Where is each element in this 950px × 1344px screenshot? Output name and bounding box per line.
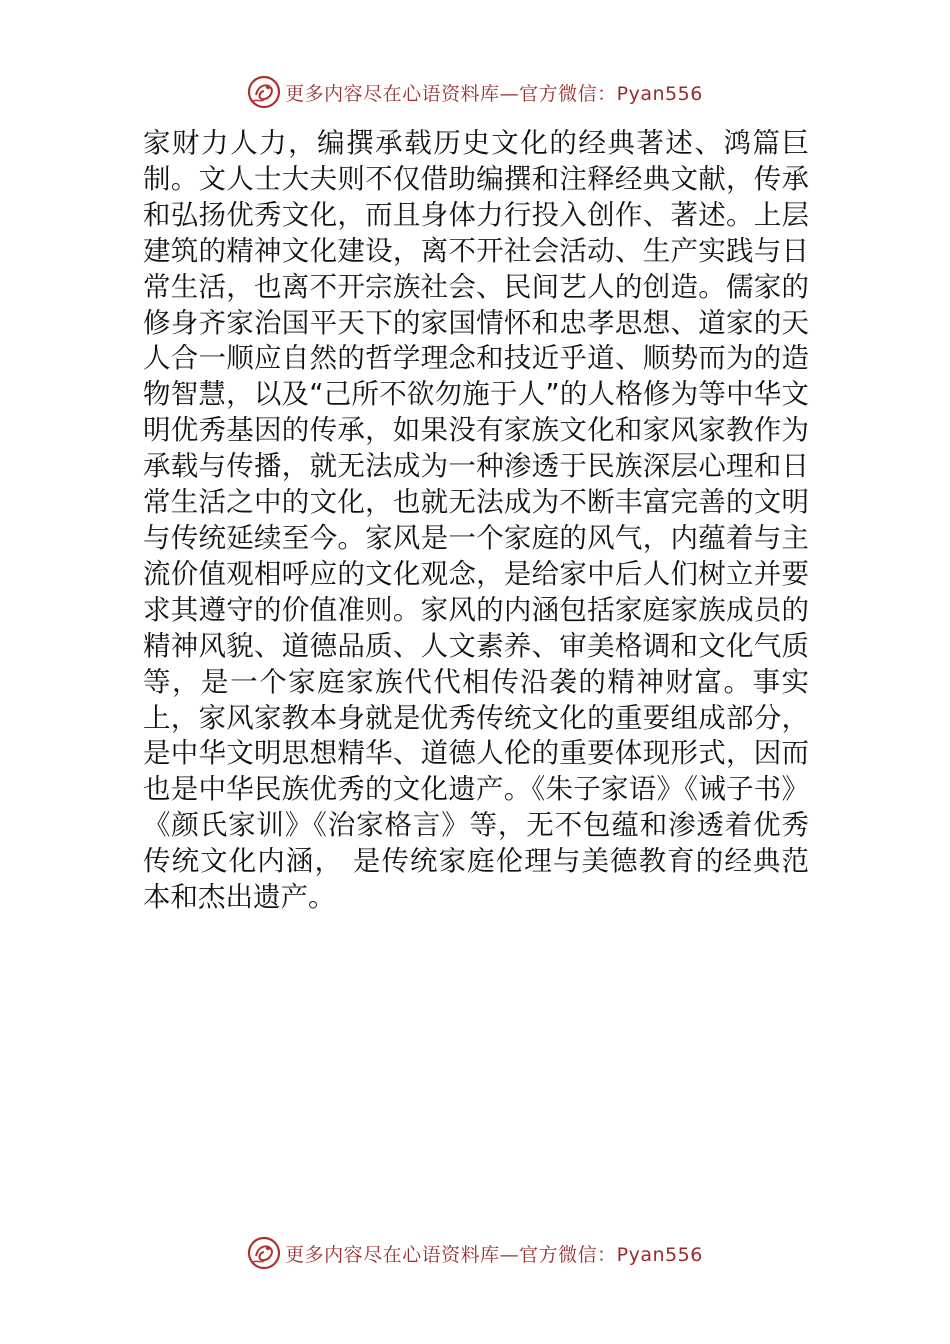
- flower-seal-logo-icon: [247, 75, 281, 109]
- footer-wechat-id: Pyan556: [616, 1243, 703, 1266]
- header-banner: [0, 72, 950, 112]
- header-banner-text: 更多内容尽在心语资料库—官方微信：Pyan556: [285, 82, 703, 105]
- header-wechat-id: Pyan556: [616, 82, 703, 105]
- flower-seal-logo-icon: [247, 1236, 281, 1270]
- footer-banner: [0, 1233, 950, 1273]
- footer-banner-text: 更多内容尽在心语资料库—官方微信：Pyan556: [285, 1243, 703, 1266]
- body-paragraph: 家财力人力，编撰承载历史文化的经典著述、鸿篇巨制。文人士大夫则不仅借助编撰和注释经典文献，传承和弘扬优秀文化，而且身体力行投入创作、著述。上层建筑的精神文化建设，离不开社会活动、生产实践与日常生活，也离不开宗族社会、民间艺人的创造。儒家的修身齐家治国平天下的家国情怀和忠孝思想、道家的天人合一顺应自然的哲学理念和技近乎道、顺势而为的造物智慧，以及“己所不欲勿施于人”的人格修为等中华文明优秀基因的传承，如果没有家族文化和家风家教作为承载与传播，就无法成为一种渗透于民族深层心理和日常生活之中的文化，也就无法成为不断丰富完善的文明与传统延续至今。家风是一个家庭的风气，内蕴着与主流价值观相呼应的文化观念，是给家中后人们树立并要求其遵守的价值准则。家风的内涵包括家庭家族成员的精神风貌、道德品质、人文素养、审美格调和文化气质等，是一个家庭家族代代相传沿袭的精神财富。事实上，家风家教本身就是优秀传统文化的重要组成部分，是中华文明思想精华、道德人伦的重要体现形式，因而也是中华民族优秀的文化遗产。《朱子家语》《诫子书》《颜氏家训》《治家格言》等，无不包蕴和渗透着优秀传统文化内涵， 是传统家庭伦理与美德教育的经典范本和杰出遗产。: [143, 127, 809, 914]
